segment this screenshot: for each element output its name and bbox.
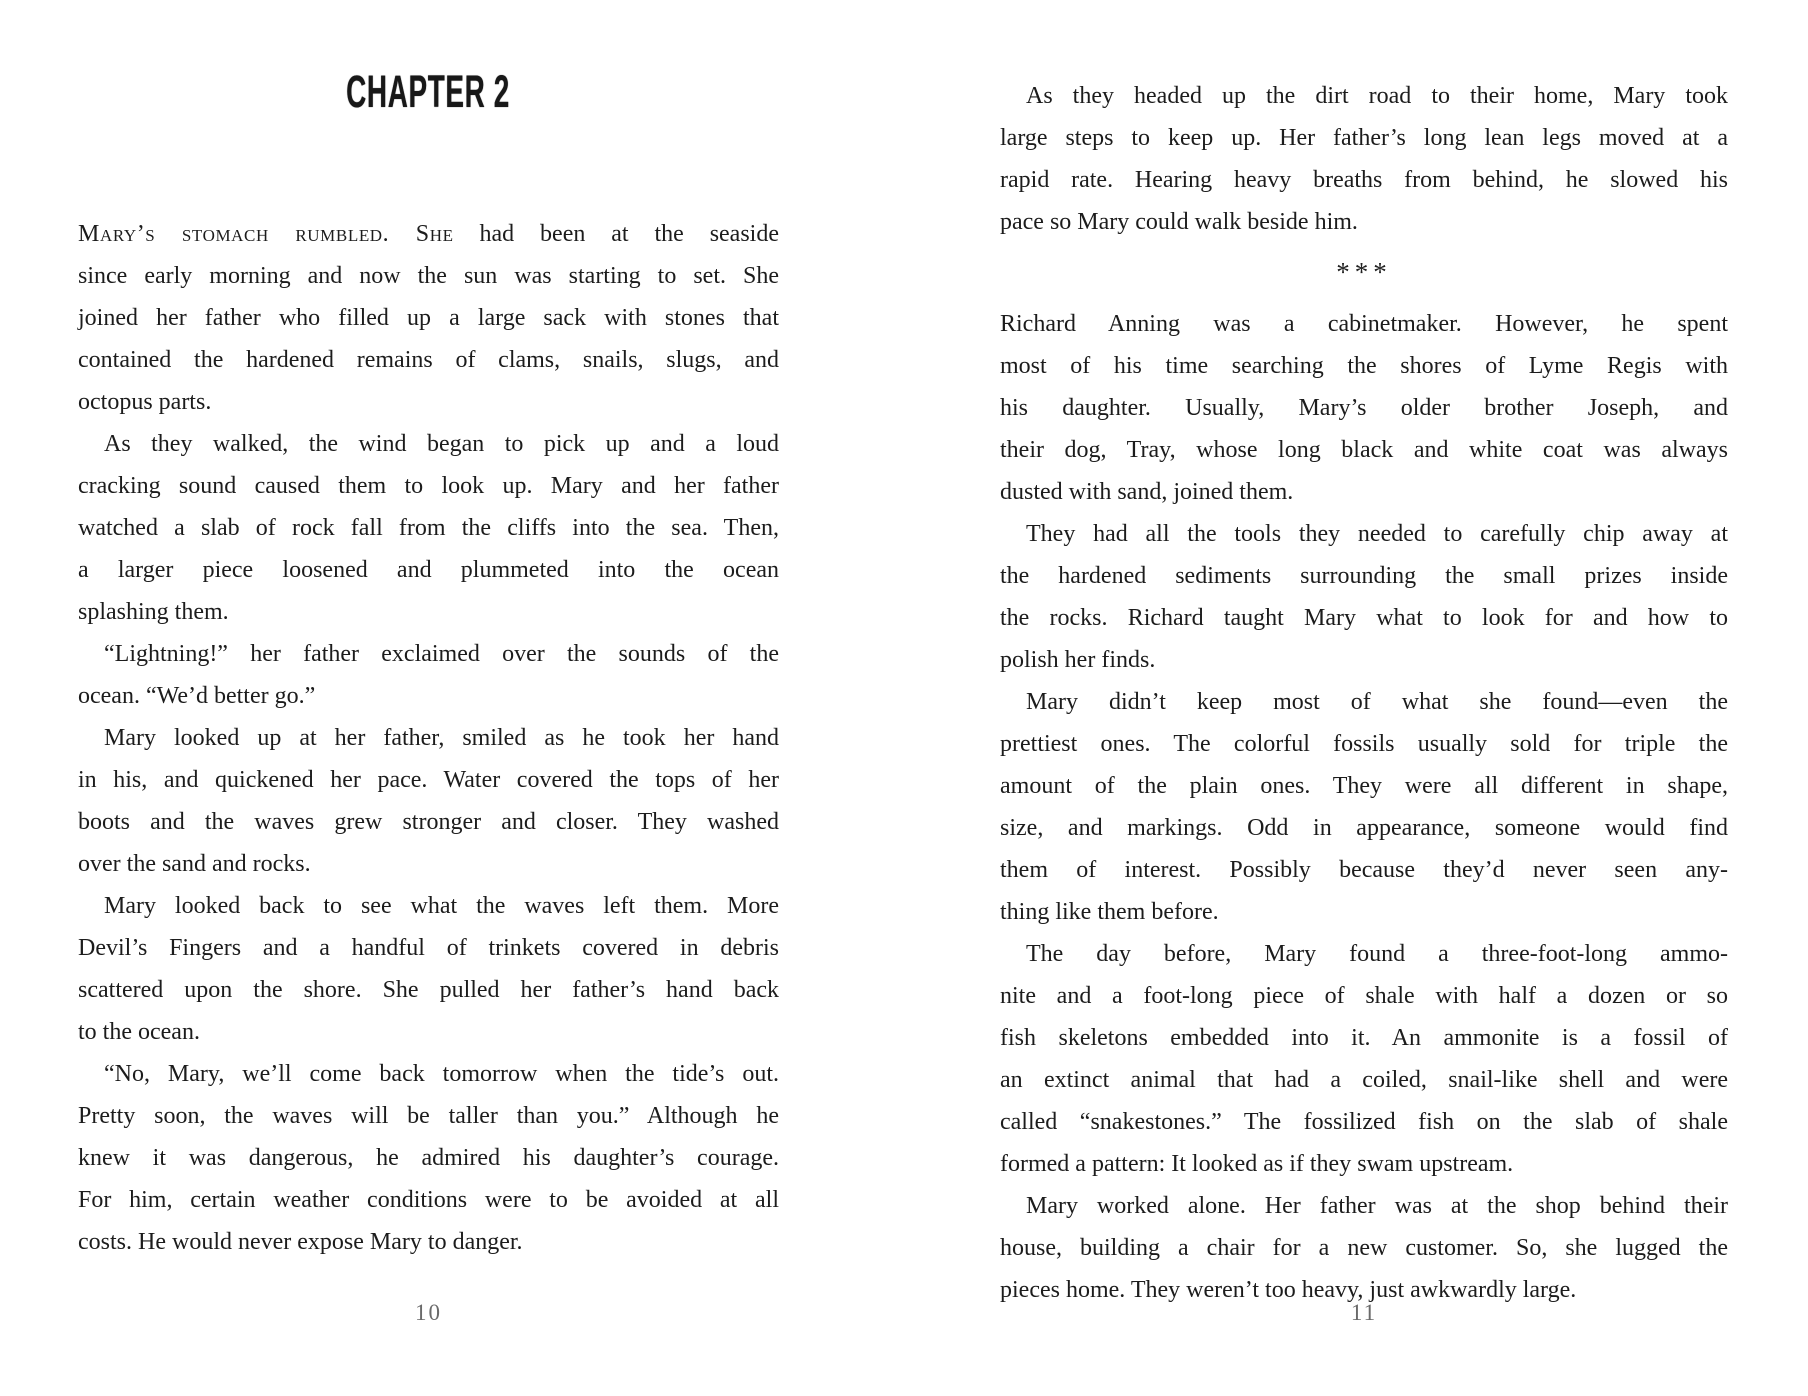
text-line: scattered upon the shore. She pulled her father’s hand back (78, 977, 779, 1003)
text-line: them of interest. Possibly because they’d never seen any- (1000, 857, 1728, 883)
text-line: As they walked, the wind began to pick up and a loud (104, 431, 779, 457)
text-line: his daughter. Usually, Mary’s older brother Joseph, and (1000, 395, 1728, 421)
text-line: to the ocean. (78, 1019, 200, 1045)
text-line: cracking sound caused them to look up. Mary and her father (78, 473, 779, 499)
paragraph (78, 633, 779, 717)
paragraph (78, 423, 779, 633)
text-line: knew it was dangerous, he admired his daughter’s courage. (78, 1145, 779, 1171)
paragraph (1000, 513, 1728, 681)
right-page (1000, 0, 1728, 1396)
text-line: a larger piece loosened and plummeted into the ocean (78, 557, 779, 583)
text-line: Mary worked alone. Her father was at the shop behind their (1026, 1193, 1728, 1219)
text-line: their dog, Tray, whose long black and white coat was always (1000, 437, 1728, 463)
text-line: nite and a foot-long piece of shale with half a dozen or so (1000, 983, 1728, 1009)
text-line: As they headed up the dirt road to their home, Mary took (1026, 83, 1728, 109)
text-line: Pretty soon, the waves will be taller than you.” Although he (78, 1103, 779, 1129)
text-line: called “snakestones.” The fossilized fish on the slab of shale (1000, 1109, 1728, 1135)
text-line: They had all the tools they needed to carefully chip away at (1026, 521, 1728, 547)
text-line: the hardened sediments surrounding the small prizes inside (1000, 563, 1728, 589)
text-line: Richard Anning was a cabinetmaker. However, he spent (1000, 311, 1728, 337)
page-number-left: 10 (415, 1300, 442, 1325)
page-number-right: 11 (1350, 1300, 1378, 1325)
text-line: octopus parts. (78, 389, 212, 415)
text-line: house, building a chair for a new customer. So, she lugged the (1000, 1235, 1728, 1261)
text-line: Mary looked back to see what the waves left them. More (104, 893, 779, 919)
text-line: in his, and quickened her pace. Water covered the tops of her (78, 767, 779, 793)
left-page-body (78, 213, 779, 1263)
text-line: Mary didn’t keep most of what she found—even the (1026, 689, 1728, 715)
text-line: Mary looked up at her father, smiled as he took her hand (104, 725, 779, 751)
text-line: thing like them before. (1000, 899, 1219, 925)
text-line: an extinct animal that had a coiled, snail-like shell and were (1000, 1067, 1728, 1093)
chapter-heading-text: CHAPTER 2 (346, 66, 511, 117)
text-line: pieces home. They weren’t too heavy, just awkwardly large. (1000, 1277, 1577, 1303)
text-line: boots and the waves grew stronger and closer. They washed (78, 809, 779, 835)
paragraph (1000, 75, 1728, 243)
section-separator: *** (1336, 257, 1392, 287)
right-page-body (1000, 75, 1728, 1311)
text-line: contained the hardened remains of clams, snails, slugs, and (78, 347, 779, 373)
text-line: splashing them. (78, 599, 229, 625)
text-line: large steps to keep up. Her father’s long lean legs moved at a (1000, 125, 1728, 151)
text-line: amount of the plain ones. They were all different in shape, (1000, 773, 1728, 799)
paragraph (1000, 303, 1728, 513)
text-line: formed a pattern: It looked as if they swam upstream. (1000, 1151, 1514, 1177)
paragraph (78, 885, 779, 1053)
text-line: watched a slab of rock fall from the cliffs into the sea. Then, (78, 515, 779, 541)
text-line: fish skeletons embedded into it. An ammonite is a fossil of (1000, 1025, 1728, 1051)
paragraph (78, 1053, 779, 1263)
text-line: since early morning and now the sun was starting to set. She (78, 263, 779, 289)
paragraph (1000, 1185, 1728, 1311)
text-line: size, and markings. Odd in appearance, someone would find (1000, 815, 1728, 841)
text-line: costs. He would never expose Mary to danger. (78, 1229, 523, 1255)
text-line: joined her father who filled up a large sack with stones that (78, 305, 779, 331)
text-line: over the sand and rocks. (78, 851, 311, 877)
paragraph (78, 213, 779, 423)
text-line: For him, certain weather conditions were to be avoided at all (78, 1187, 779, 1213)
text-line: “Lightning!” her father exclaimed over the sounds of the (104, 641, 779, 667)
text-line: pace so Mary could walk beside him. (1000, 209, 1358, 235)
paragraph (1000, 681, 1728, 933)
text-line: polish her finds. (1000, 647, 1156, 673)
text-line: The day before, Mary found a three-foot-long ammo- (1026, 941, 1728, 967)
chapter-heading (78, 68, 779, 116)
text-line: the rocks. Richard taught Mary what to look for and how to (1000, 605, 1728, 631)
paragraph (1000, 933, 1728, 1185)
paragraph (78, 717, 779, 885)
text-line: “No, Mary, we’ll come back tomorrow when the tide’s out. (104, 1061, 779, 1087)
text-line: dusted with sand, joined them. (1000, 479, 1294, 505)
text-line: Devil’s Fingers and a handful of trinkets covered in debris (78, 935, 779, 961)
text-line: most of his time searching the shores of Lyme Regis with (1000, 353, 1728, 379)
small-caps-lead: Mary’s stomach rumbled. She (78, 221, 454, 247)
text-line: ocean. “We’d better go.” (78, 683, 316, 709)
text-line: prettiest ones. The colorful fossils usually sold for triple the (1000, 731, 1728, 757)
text-line: Mary’s stomach rumbled. She had been at the seaside (78, 221, 779, 247)
left-page (78, 0, 779, 1396)
text-line: rapid rate. Hearing heavy breaths from behind, he slowed his (1000, 167, 1728, 193)
